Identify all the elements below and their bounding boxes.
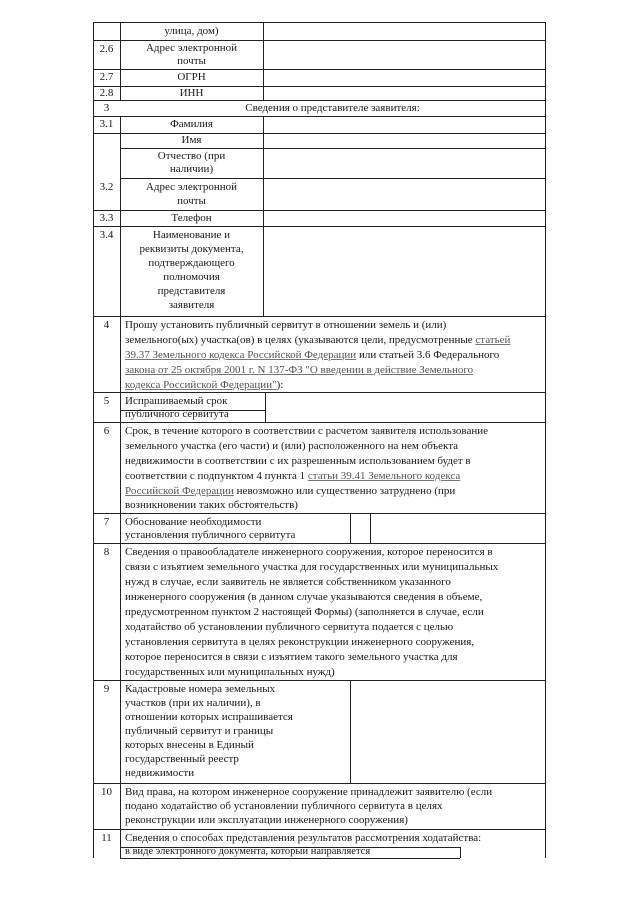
row-2-8-label: ИНН <box>179 87 204 99</box>
row-8-text-line8: которое переносится в связи с изъятием такого земельного участка для <box>125 651 458 663</box>
row-9-text-line3: отношении которых испрашивается <box>125 711 293 723</box>
row-8-text-line1: Сведения о правообладателе инженерного сооружения, которое переносится в <box>125 546 493 558</box>
row-8-text-line2: связи с изъятием земельного участка для государственных или муниципальных <box>125 561 499 573</box>
row-8-number: 8 <box>103 546 110 558</box>
row-4-number: 4 <box>103 319 110 331</box>
row-7-label-line2: установления публичного сервитута <box>125 529 296 541</box>
row-4-link-federal-law[interactable]: закона от 25 октября 2001 г. N 137-ФЗ "О введении в действие Земельного <box>125 364 474 376</box>
row-8-text-line6: ходатайство об установлении публичного сервитута подается с целью <box>125 621 454 633</box>
row-6-text-line2: земельного участка (его части) и (или) расположенного на нем объекта <box>125 440 459 452</box>
row-3-2-label-line1: Адрес электронной <box>145 181 238 193</box>
row-6-link-article[interactable]: статьи 39.41 Земельного кодекса <box>307 470 461 482</box>
row-11-heading: Сведения о способах представления результатов рассмотрения ходатайства: <box>125 832 482 844</box>
row-6-text-line4-plain: соответствии с подпунктом 4 пункта 1 <box>125 470 306 482</box>
row-10-number: 10 <box>101 786 112 798</box>
row-4-link-federal-law-end[interactable]: кодекса Российской Федерации" <box>125 379 277 391</box>
row-4-link-land-code[interactable]: 39.37 Земельного кодекса Российской Федерации <box>125 349 357 361</box>
row-3-3-number: 3.3 <box>99 212 114 224</box>
row-2-6-label-line1: Адрес электронной <box>145 42 238 54</box>
row-5-label-line1: Испрашиваемый срок <box>125 395 228 407</box>
row-3-number: 3 <box>103 102 110 114</box>
row-7-label-line1: Обоснование необходимости <box>125 516 262 528</box>
row-6-link-rf[interactable]: Российской Федерации <box>125 485 234 497</box>
row-9-text-line5: которых внесены в Единый <box>125 739 254 751</box>
row-8-text-line4: инженерного сооружения (в данном случае указываются сведения в объеме, <box>125 591 483 603</box>
row-3-1-number: 3.1 <box>99 118 114 130</box>
row-9-number: 9 <box>103 683 110 695</box>
row-3-2-number: 3.2 <box>99 181 114 193</box>
row-8-text-line9: государственных или муниципальных нужд) <box>125 666 335 678</box>
row-4-text-line3-plain: или статьей 3.6 Федерального <box>358 349 500 361</box>
row-6-text-line5 <box>125 485 455 498</box>
row-10-text-line2: подано ходатайство об установлении публичного сервитута в целях <box>125 800 443 812</box>
row-3-4-number: 3.4 <box>99 229 114 241</box>
row-6-text-line1: Срок, в течение которого в соответствии с расчетом заявителя использование <box>125 425 488 437</box>
row-3-4-label-line5: представителя <box>157 285 226 297</box>
row-4-link-article-word[interactable]: статьей <box>475 334 511 346</box>
row-9-text-line7: недвижимости <box>125 767 195 779</box>
row-3-4-label-line6: заявителя <box>168 299 215 311</box>
row-4-text-line5 <box>125 379 283 392</box>
row-6-text-line6: возникновении таких обстоятельств) <box>125 499 298 511</box>
row-8-text-line7: установления сервитута в целях реконструкции инженерного сооружения, <box>125 636 475 648</box>
row-3-1-label-patronymic-line1: Отчество (при <box>157 150 226 162</box>
row-8-text-line3: нужд в случае, если заявитель не является собственником указанного <box>125 576 451 588</box>
row-3-2-label-line2: почты <box>177 195 206 207</box>
row-3-4-label-line3: подтверждающего <box>148 257 235 269</box>
row-5-label-line2: публичного сервитута <box>125 408 229 420</box>
row-3-1-label-patronymic-line2: наличии) <box>169 163 214 175</box>
row-2-8-number: 2.8 <box>99 87 114 99</box>
row-11-option-electronic: в виде электронного документа, который направляется <box>125 846 371 857</box>
row-3-1-label-name: Имя <box>181 134 202 146</box>
row-2-6-label-line2: почты <box>177 55 206 67</box>
row-2-6-number: 2.6 <box>99 43 114 55</box>
row-6-text-line3: недвижимости в соответствии с их разрешенным использованием будет в <box>125 455 471 467</box>
row-2-5-label: улица, дом) <box>164 25 219 37</box>
row-11-number: 11 <box>101 832 112 844</box>
row-6-number: 6 <box>103 425 110 437</box>
row-4-text-line5-tail: ): <box>276 379 284 391</box>
row-9-text-line4: публичный сервитут и границы <box>125 725 274 737</box>
row-9-text-line6: государственный реестр <box>125 753 239 765</box>
row-2-7-number: 2.7 <box>99 71 114 83</box>
row-9-text-line2: участков (при их наличии), в <box>125 697 261 709</box>
row-5-number: 5 <box>103 395 110 407</box>
row-7-number: 7 <box>103 516 110 528</box>
row-3-3-label: Телефон <box>171 212 212 224</box>
row-4-text-line2 <box>125 334 510 347</box>
row-6-text-line5-plain: невозможно или существенно затруднено (при <box>236 485 456 497</box>
row-3-4-label-line1: Наименование и <box>152 229 231 241</box>
row-2-7-label: ОГРН <box>177 71 206 83</box>
row-8-text-line5: предусмотренном пунктом 2 настоящей Формы) (заполняется в случае, если <box>125 606 484 618</box>
row-10-text-line3: реконструкции или эксплуатации инженерного сооружения) <box>125 814 408 826</box>
row-3-1-label-surname: Фамилия <box>170 118 213 130</box>
row-4-text-line3 <box>125 349 499 362</box>
row-9-text-line1: Кадастровые номера земельных <box>125 683 276 695</box>
row-3-heading: Сведения о представителе заявителя: <box>245 102 420 114</box>
row-4-text-line2-plain: земельного(ых) участка(ов) в целях (указываются цели, предусмотренные <box>125 334 473 346</box>
row-4-text-line1: Прошу установить публичный сервитут в отношении земель и (или) <box>125 319 447 331</box>
row-6-text-line4 <box>125 470 460 483</box>
row-3-4-label-line4: полномочия <box>163 271 220 283</box>
row-10-text-line1: Вид права, на котором инженерное сооружение принадлежит заявителю (если <box>125 786 493 798</box>
row-3-4-label-line2: реквизиты документа, <box>139 243 244 255</box>
